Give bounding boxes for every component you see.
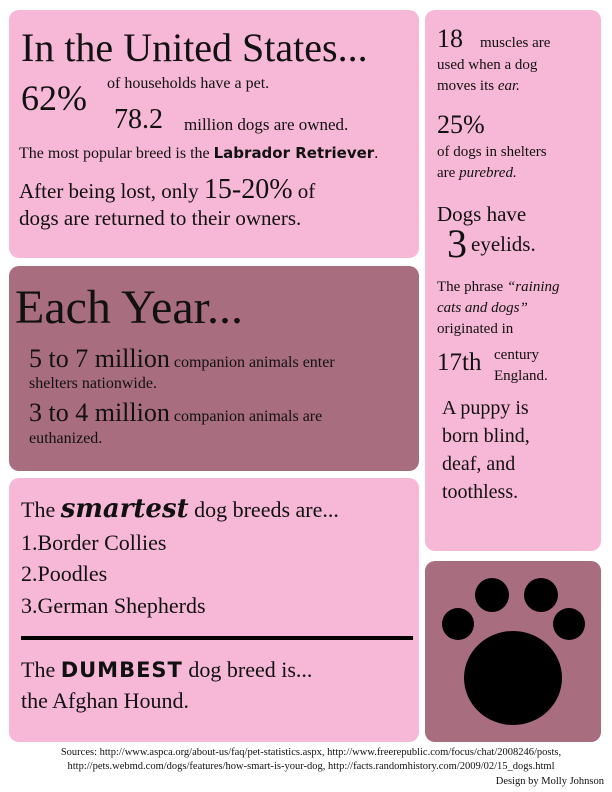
- eyelids-text: eyelids.: [471, 232, 536, 256]
- euthanized-line1: [29, 400, 322, 426]
- purebred-line2: [437, 166, 517, 181]
- breeds-panel: [9, 478, 419, 742]
- popular-breed-prefix: The most popular breed is the: [19, 145, 210, 162]
- muscles-line3b: ear.: [497, 78, 520, 94]
- dumbest-word: DUMBEST: [60, 658, 183, 682]
- us-stats-panel: [9, 10, 419, 258]
- smartest-word: smartest: [60, 494, 189, 524]
- phrase-line3: originated in: [437, 321, 514, 337]
- purebred-line2b: purebred.: [459, 165, 517, 181]
- muscles-line3: [437, 79, 520, 94]
- popular-breed-suffix: .: [374, 145, 379, 162]
- eyelids-line1: Dogs have: [437, 202, 527, 226]
- lost-text-a: After being lost, only: [19, 179, 199, 203]
- shelter-entry-text: companion animals enter: [173, 354, 335, 371]
- purebred-percent: 25%: [437, 110, 485, 139]
- puppy-line4: toothless.: [442, 481, 519, 503]
- each-year-panel: [9, 266, 419, 471]
- each-year-title: Each Year...: [15, 281, 243, 334]
- euthanized-number: 3 to 4 million: [29, 398, 170, 427]
- muscles-line2: used when a dog: [437, 57, 538, 73]
- dumbest-heading: [21, 659, 312, 681]
- popular-breed-name: Labrador Retriever: [213, 144, 375, 162]
- lost-dogs-line2: dogs are returned to their owners.: [19, 206, 302, 230]
- design-credit: Design by Molly Johnson: [495, 776, 604, 787]
- purebred-line1: of dogs in shelters: [437, 144, 547, 160]
- shelter-entry-line2: shelters nationwide.: [29, 375, 157, 392]
- paw-pad: [464, 631, 562, 725]
- eyelids-number: 3: [447, 221, 467, 266]
- phrase-line1b: “raining: [506, 279, 560, 295]
- sources-line2: http://pets.webmd.com/dogs/features/how-smart-is-your-dog, http://facts.randomhistory.com/2009/02/15_dogs.html: [67, 761, 555, 772]
- muscles-line1: muscles are: [480, 35, 551, 51]
- list-item: 1.Border Collies: [21, 530, 167, 555]
- dogs-owned-number: 78.2: [114, 104, 163, 135]
- phrase-line2: cats and dogs”: [437, 300, 528, 316]
- paw-print-panel: [425, 561, 601, 742]
- divider: [21, 636, 413, 640]
- facts-panel: [425, 10, 601, 551]
- shelter-entry-number: 5 to 7 million: [29, 344, 170, 373]
- smartest-heading: [21, 496, 339, 522]
- sources-text: [16, 746, 606, 774]
- phrase-line5: England.: [494, 368, 548, 384]
- puppy-line1: A puppy is: [442, 397, 529, 419]
- euthanized-line2: euthanized.: [29, 430, 103, 447]
- phrase-century-number: 17th: [437, 349, 482, 376]
- muscles-line3a: moves its: [437, 78, 495, 94]
- paw-toe: [553, 608, 585, 640]
- lost-dogs-line1: [19, 176, 315, 204]
- lost-percent: 15-20%: [203, 174, 293, 205]
- households-text: of households have a pet.: [107, 75, 270, 92]
- shelter-entry-line1: [29, 346, 335, 372]
- puppy-line3: deaf, and: [442, 453, 516, 475]
- dogs-owned-text: million dogs are owned.: [184, 115, 349, 134]
- muscles-number: 18: [437, 24, 463, 53]
- puppy-line2: born blind,: [442, 425, 530, 447]
- lost-text-b: of: [297, 179, 316, 203]
- paw-toe: [442, 608, 474, 640]
- dumbest-answer: the Afghan Hound.: [21, 688, 190, 713]
- list-item: 2.Poodles: [21, 561, 108, 586]
- purebred-line2a: are: [437, 165, 456, 181]
- list-item: 3.German Shepherds: [21, 593, 206, 618]
- euthanized-text: companion animals are: [173, 408, 323, 425]
- sources-line1: Sources: http://www.aspca.org/about-us/faq/pet-statistics.aspx, http://www.freerepublic.com/focus/chat/2008246/posts,: [60, 747, 562, 758]
- us-title: In the United States...: [21, 25, 368, 70]
- smartest-prefix: The: [21, 497, 56, 522]
- smartest-suffix: dog breeds are...: [194, 497, 339, 522]
- dumbest-suffix: dog breed is...: [188, 657, 313, 682]
- phrase-line1a: The phrase: [437, 279, 504, 295]
- dumbest-prefix: The: [21, 657, 56, 682]
- phrase-line1: [437, 280, 559, 295]
- paw-toe: [524, 578, 558, 612]
- paw-toe: [475, 578, 509, 612]
- households-percent: 62%: [21, 78, 87, 118]
- phrase-line4: century: [494, 347, 539, 363]
- popular-breed-line: [19, 146, 378, 162]
